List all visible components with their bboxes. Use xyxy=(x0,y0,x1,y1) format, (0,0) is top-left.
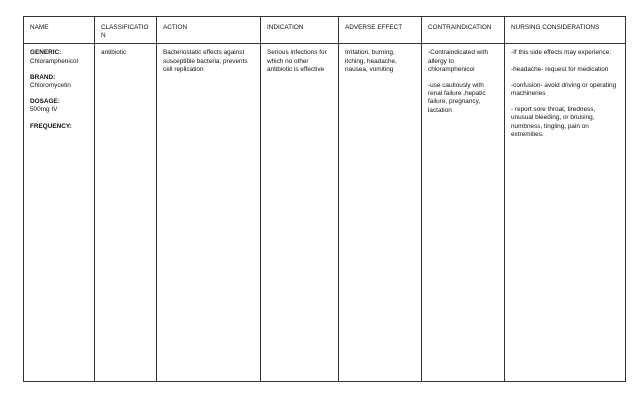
header-adverse-effect: ADVERSE EFFECT xyxy=(339,17,422,44)
header-row xyxy=(24,17,626,44)
brand-value: Chloromycetin xyxy=(30,82,71,90)
dosage-value: 500mg IV xyxy=(30,106,58,114)
nursing-item: -headache- request for medication xyxy=(511,65,609,73)
cell-indication: Serious infections for which no other antibiotic is effective xyxy=(261,44,339,382)
cell-contraindication xyxy=(422,44,505,382)
cell-nursing-considerations xyxy=(505,44,626,382)
nursing-item: -If this side effects may experience: xyxy=(511,49,612,57)
nursing-item: -confusion- avoid driving or operating machineries xyxy=(511,81,617,98)
frequency-label: FREQUENCY: xyxy=(30,122,72,130)
cell-adverse-effect: Irritation, burning, itching, headache, nausea, vomiting xyxy=(339,44,422,382)
cell-name xyxy=(24,44,95,382)
header-nursing-considerations: NURSING CONSIDERATIONS xyxy=(505,17,626,44)
header-action: ACTION xyxy=(157,17,261,44)
cell-action: Bacteriostatic effects against susceptible bacteria; prevents cell replication xyxy=(157,44,261,382)
contraindication-item: -use cautiously with renal failure ,hepatic failure, pregnancy, lactation xyxy=(428,82,486,114)
cell-classification: antibiotic xyxy=(95,44,157,382)
drug-study-table xyxy=(23,16,626,382)
header-indication: INDICATION xyxy=(261,17,339,44)
table-row xyxy=(24,44,626,382)
header-classification: CLASSIFICATION xyxy=(95,17,157,44)
nursing-item: - report sore throat, tiredness, unusual bleeding, or bruising, numbness, tingling, pain on extremities. xyxy=(511,106,596,138)
header-contraindication: CONTRAINDICATION xyxy=(422,17,505,44)
header-name: NAME xyxy=(24,17,95,44)
contraindication-item: -Contraindicated with allergy to chloramphenicol xyxy=(428,49,489,73)
generic-label: GENERIC: xyxy=(30,49,62,57)
generic-value: Chloramphenicol xyxy=(30,57,78,65)
brand-label: BRAND: xyxy=(30,73,56,81)
dosage-label: DOSAGE: xyxy=(30,98,60,106)
